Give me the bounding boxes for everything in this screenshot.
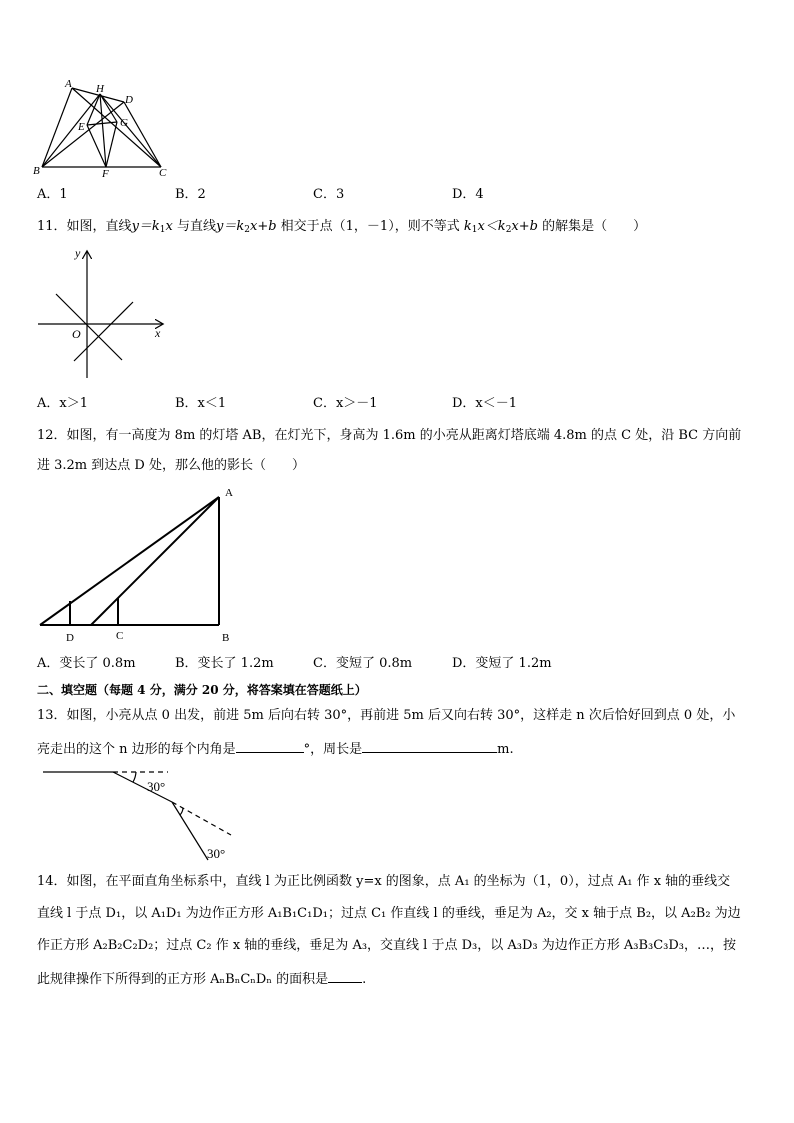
q13-blank-angle[interactable]	[236, 740, 304, 753]
q11-line1: y＝k	[131, 219, 160, 234]
q11-text-b: 与直线	[172, 219, 217, 234]
q10-label-G: G	[120, 117, 128, 129]
q12-figure	[30, 484, 250, 646]
q14-question-line3: 作正方形 A₂B₂C₂D₂；过点 C₂ 作 x 轴的垂线，垂足为 A₃，交直线 l 于点 D₃，以 A₃D₃ 为边作正方形 A₃B₃C₃D₃，…，按	[37, 938, 737, 953]
q13-blank-perimeter[interactable]	[362, 740, 497, 753]
q12-option-c[interactable]: C．变短了 0.8m	[313, 656, 413, 671]
q13-question-line2	[37, 740, 514, 758]
q11-figure	[30, 244, 180, 384]
q10-seg-CD	[124, 102, 161, 167]
q14-question-line1: 14．如图，在平面直角坐标系中，直线 l 为正比例函数 y=x 的图象，点 A₁ 的坐标为（1，0），过点 A₁ 作 x 轴的垂线交	[37, 874, 731, 889]
q11-line-k1	[56, 294, 122, 360]
q11-text-c: 相交于点（1，－1），则不等式	[276, 219, 464, 234]
q13-path-seg3	[172, 802, 208, 860]
q10-seg-HE	[87, 94, 100, 125]
q12-label-d: D	[66, 632, 74, 644]
q11-ineq-b: x＜k	[477, 219, 506, 234]
q13-text-b: °，周长是	[303, 742, 363, 757]
q13-figure	[40, 764, 250, 864]
q11-line1-end: x	[165, 219, 173, 234]
q11-option-c[interactable]: C．x＞－1	[313, 396, 378, 411]
q10-option-a[interactable]: A．1	[37, 187, 68, 202]
q11-label-y: y	[75, 246, 81, 260]
q13-arc1	[133, 772, 136, 782]
q12-label-b: B	[222, 632, 230, 644]
q13-arc2	[180, 808, 183, 815]
q13-angle-label-1: 30°	[147, 779, 166, 794]
q11-label-x: x	[155, 326, 161, 340]
q14-question-line2: 直线 l 于点 D₁，以 A₁D₁ 为边作正方形 A₁B₁C₁D₁；过点 C₁ 作直线 l 的垂线，垂足为 A₂，交 x 轴于点 B₂，以 A₂B₂ 为边	[37, 906, 741, 921]
q13-text-a: 亮走出的这个 n 边形的每个内角是	[37, 742, 236, 757]
q11-ineq-a-sub: 1	[471, 225, 478, 235]
q11-ineq-a: k	[463, 219, 472, 234]
q13-ext2	[172, 802, 231, 835]
q11-option-a[interactable]: A．x＞1	[37, 396, 88, 411]
q14-text-a: 此规律操作下所得到的正方形 AₙBₙCₙDₙ 的面积是	[37, 972, 329, 987]
q10-label-D: D	[125, 94, 133, 106]
q10-label-B: B	[33, 165, 40, 177]
q12-option-d[interactable]: D．变短了 1.2m	[452, 656, 552, 671]
q11-ineq-b-sub: 2	[505, 225, 512, 235]
q11-number: 11．	[37, 219, 67, 234]
q11-option-d[interactable]: D．x＜－1	[452, 396, 518, 411]
q10-figure	[30, 78, 180, 178]
q11-text-d: 的解集是（ ）	[537, 219, 647, 234]
q10-option-d[interactable]: D．4	[452, 187, 484, 202]
q14-blank-area[interactable]	[328, 970, 362, 983]
q10-label-A: A	[65, 78, 72, 90]
q11-question	[37, 219, 646, 238]
q12-label-c: C	[116, 630, 124, 642]
q11-line2-sub: 2	[244, 225, 250, 235]
q10-option-c[interactable]: C．3	[313, 187, 345, 202]
q12-light-ray-d	[40, 497, 219, 625]
q11-line2-end: x+b	[249, 219, 277, 234]
q10-label-E: E	[78, 121, 85, 133]
q13-question-line1: 13．如图，小亮从点 0 出发，前进 5m 后向右转 30°，再前进 5m 后又向右转 30°，这样走 n 次后恰好回到点 0 处，小	[37, 708, 736, 723]
q10-option-b[interactable]: B．2	[175, 187, 206, 202]
q14-text-b: .	[362, 972, 367, 987]
q11-line2: y＝k	[216, 219, 245, 234]
q13-angle-label-2: 30°	[207, 846, 226, 861]
q11-line1-sub: 1	[159, 225, 166, 235]
q11-label-o: O	[72, 327, 81, 341]
q11-option-b[interactable]: B．x＜1	[175, 396, 227, 411]
q10-label-H: H	[96, 83, 104, 95]
q12-light-ray-c	[91, 497, 219, 625]
q10-label-F: F	[102, 168, 109, 180]
q12-question-line2: 进 3.2m 到达点 D 处，那么他的影长（ ）	[37, 458, 305, 473]
q12-option-b[interactable]: B．变长了 1.2m	[175, 656, 274, 671]
q13-text-c: m.	[497, 742, 514, 757]
q11-line-k2	[74, 302, 133, 361]
q11-text-a: 如图，直线	[66, 219, 132, 234]
q12-label-a: A	[225, 487, 233, 499]
q12-option-a[interactable]: A．变长了 0.8m	[37, 656, 136, 671]
q14-question-line4	[37, 970, 366, 988]
section2-title: 二、填空题（每题 4 分，满分 20 分，将答案填在答题纸上）	[37, 683, 367, 697]
q10-seg-GF	[106, 122, 117, 167]
q10-label-C: C	[159, 167, 167, 179]
q11-ineq-c: x+b	[511, 219, 538, 234]
q12-question-line1: 12．如图，有一高度为 8m 的灯塔 AB，在灯光下，身高为 1.6m 的小亮从距离灯塔底端 4.8m 的点 C 处，沿 BC 方向前	[37, 428, 742, 443]
